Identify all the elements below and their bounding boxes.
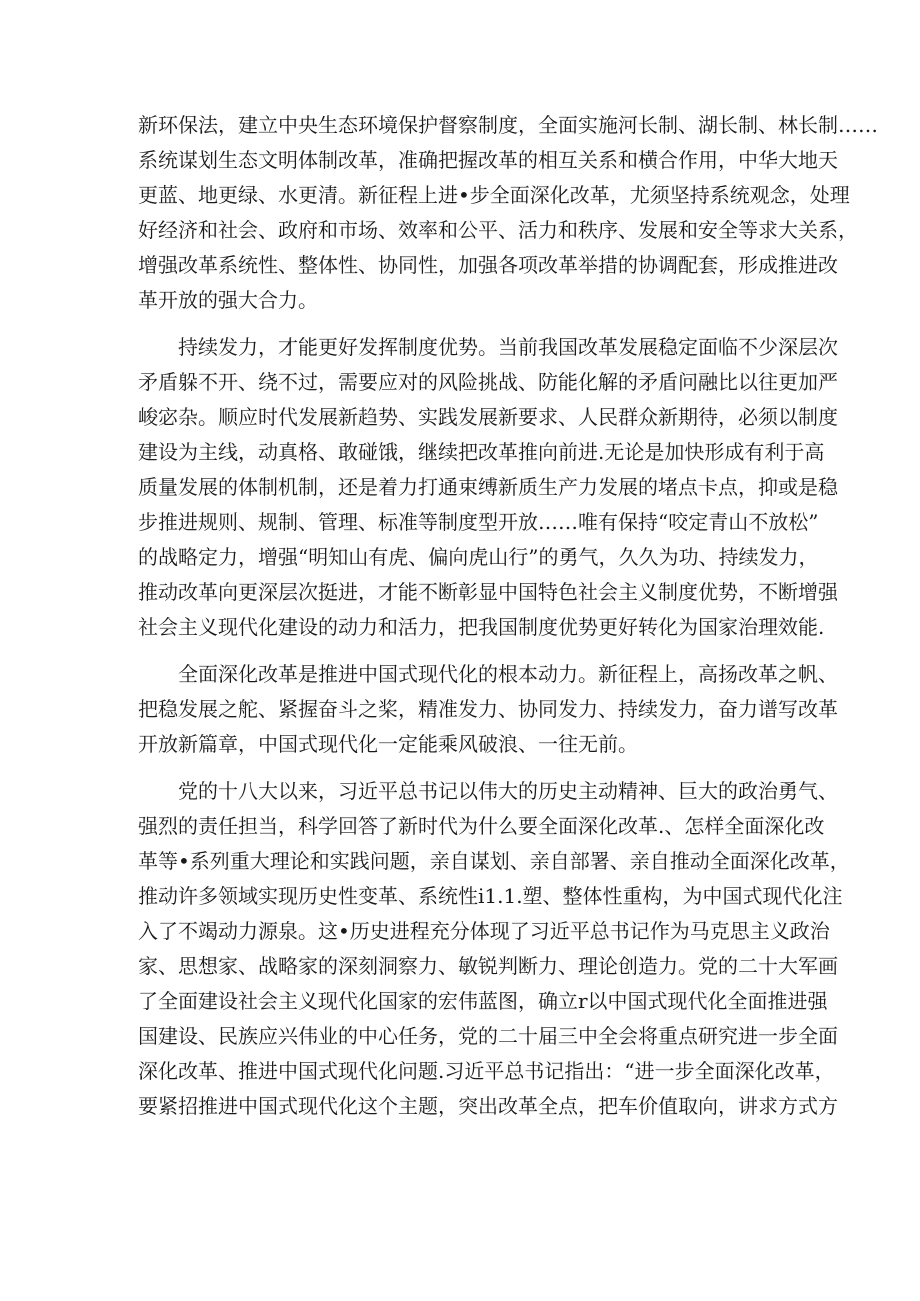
text-line: 革等•系列重大理论和实践问题，亲自谋划、亲自部署、亲自推动全面深化改革， bbox=[138, 849, 850, 873]
document-body bbox=[138, 108, 878, 1124]
text-line: 要紧招推进中国式现代化这个主题，突出改革全点，把车价值取向，讲求方式方 bbox=[138, 1094, 838, 1118]
text-line: 社会主义现代化建设的动力和活力，把我国制度优势更好转化为国家治理效能. bbox=[138, 615, 825, 639]
text-line: 了全面建设社会主义现代化国家的宏伟蓝图，确立r以中国式现代化全面推进强 bbox=[138, 989, 828, 1013]
paragraph bbox=[138, 330, 838, 645]
paragraph bbox=[138, 657, 838, 762]
text-line: 增强改革系统性、整体性、协同性，加强各项改革举措的协调配套，形成推进改 bbox=[138, 253, 838, 277]
text-line: 强烈的责任担当，科学回答了新时代为什么要全面深化改革.、怎样全面深化改 bbox=[138, 814, 825, 838]
text-line: 开放新篇章，中国式现代化一定能乘风破浪、一往无前。 bbox=[138, 732, 638, 756]
paragraph-gap bbox=[138, 645, 784, 657]
text-line: 党的十八大以来，习近平总书记以伟大的历史主动精神、巨大的政治勇气、 bbox=[178, 779, 838, 803]
text-line: 革开放的强大合力。 bbox=[138, 288, 318, 312]
paragraph bbox=[138, 774, 850, 1124]
text-line: 深化改革、推进中国式现代化问题.习近平总书记指出：“进一步全面深化改革， bbox=[138, 1059, 835, 1083]
text-line: 新环保法，建立中央生态环境保护督察制度，全面实施河长制、湖长制、林长制…… bbox=[138, 113, 878, 137]
paragraph-gap bbox=[138, 318, 784, 330]
text-line: 步推进规则、规制、管理、标准等制度型开放……唯有保持“咬定青山不放松” bbox=[138, 510, 819, 534]
text-line: 质量发展的体制机制，还是着力打通束缚新质生产力发展的堵点卡点，抑或是稳 bbox=[138, 475, 838, 499]
text-line: 的战略定力，增强“明知山有虎、偏向虎山行”的勇气，久久为功、持续发力， bbox=[138, 545, 819, 569]
text-line: 建设为主线，动真格、敢碰饿，继续把改革推向前进.无论是加快形成有利于高 bbox=[138, 440, 825, 464]
text-line: 矛盾躲不开、绕不过，需要应对的风险挑战、防能化解的矛盾问融比以往更加严 bbox=[138, 370, 838, 394]
paragraph-gap bbox=[138, 762, 784, 774]
text-line: 持续发力，才能更好发挥制度优势。当前我国改革发展稳定面临不少深层次 bbox=[178, 335, 838, 359]
text-line: 好经济和社会、政府和市场、效率和公平、活力和秩序、发展和安全等求大关系， bbox=[138, 218, 858, 242]
text-line: 推动许多领域实现历史性变革、系统性i1.1.塑、整体性重构，为中国式现代化注 bbox=[138, 884, 843, 908]
text-line: 入了不竭动力源泉。这•历史进程充分体现了习近平总书记作为马克思主义政治 bbox=[138, 919, 830, 943]
text-line: 全面深化改革是推进中国式现代化的根本动力。新征程上，高扬改革之帆、 bbox=[178, 662, 838, 686]
text-line: 峻宓杂。顺应时代发展新趋势、实践发展新要求、人民群众新期待，必须以制度 bbox=[138, 405, 838, 429]
text-line: 国建设、民族应兴伟业的中心任务，党的二十届三中全会将重点研究进一步全面 bbox=[138, 1024, 838, 1048]
text-line: 把稳发展之舵、紧握奋斗之桨，精准发力、协同发力、持续发力，奋力谱写改革 bbox=[138, 697, 838, 721]
paragraph bbox=[138, 108, 878, 318]
text-line: 更蓝、地更绿、水更清。新征程上进•步全面深化改革，尤须坚持系统观念，处理 bbox=[138, 183, 850, 207]
text-line: 推动改革向更深层次挺进，才能不断彰显中国特色社会主义制度优势，不断增强 bbox=[138, 580, 838, 604]
text-line: 系统谋划生态文明体制改革，准确把握改革的相互关系和横合作用，中华大地天 bbox=[138, 148, 838, 172]
text-line: 家、思想家、战略家的深刻洞察力、敏锐判断力、理论创造力。党的二十大军画 bbox=[138, 954, 838, 978]
